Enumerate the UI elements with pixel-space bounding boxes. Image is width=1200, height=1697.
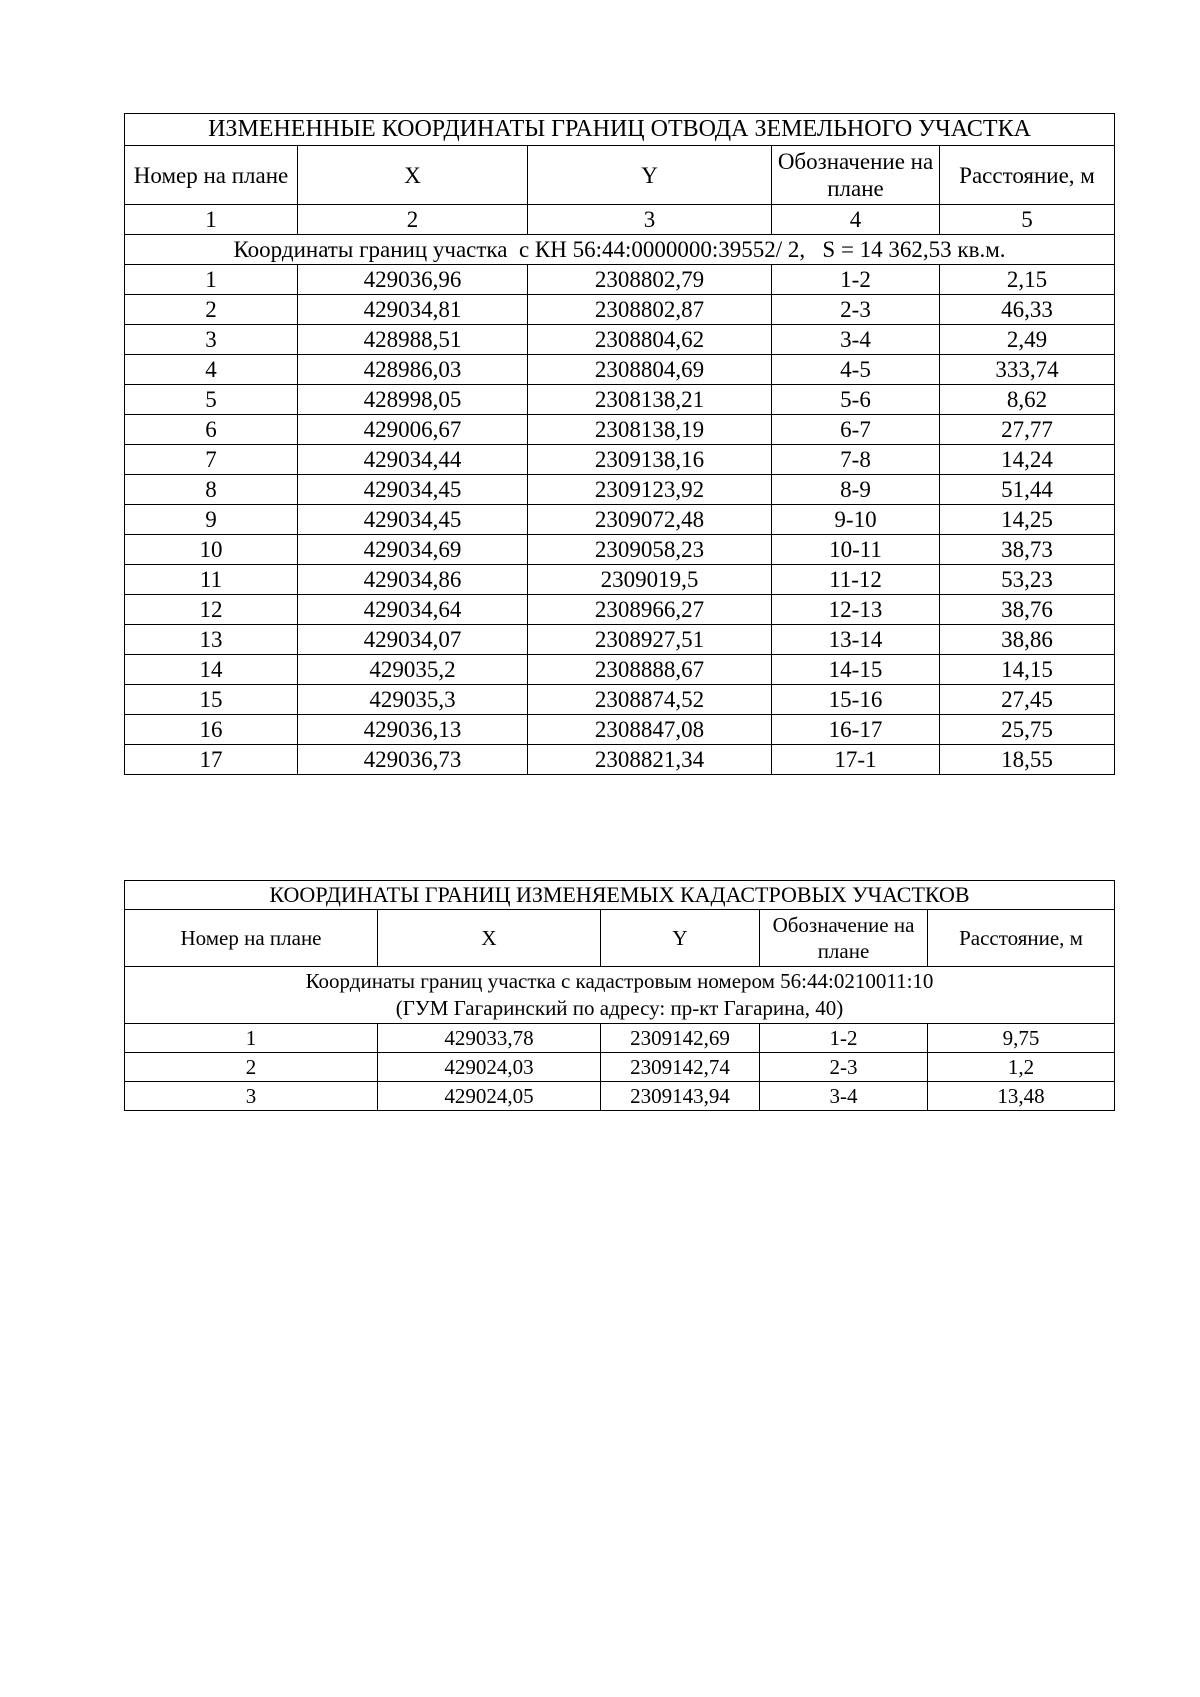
segment: 2-3 — [760, 1053, 928, 1082]
point-number: 7 — [125, 445, 298, 475]
x-coordinate: 428986,03 — [298, 355, 528, 385]
distance: 333,74 — [940, 355, 1115, 385]
x-coordinate: 429036,13 — [298, 715, 528, 745]
x-coordinate: 429036,96 — [298, 265, 528, 295]
y-coordinate: 2309138,16 — [528, 445, 772, 475]
point-number: 3 — [125, 1082, 378, 1111]
table-row — [125, 655, 1115, 685]
header-y: Y — [601, 910, 760, 967]
table-row — [125, 1053, 1115, 1082]
point-number: 2 — [125, 1053, 378, 1082]
distance: 51,44 — [940, 475, 1115, 505]
distance: 14,25 — [940, 505, 1115, 535]
point-number: 15 — [125, 685, 298, 715]
segment: 1-2 — [772, 265, 940, 295]
x-coordinate: 429024,03 — [378, 1053, 601, 1082]
x-coordinate: 429034,07 — [298, 625, 528, 655]
table-row — [125, 715, 1115, 745]
segment: 2-3 — [772, 295, 940, 325]
y-coordinate: 2309019,5 — [528, 565, 772, 595]
point-number: 8 — [125, 475, 298, 505]
table-row — [125, 445, 1115, 475]
point-number: 12 — [125, 595, 298, 625]
distance: 46,33 — [940, 295, 1115, 325]
header-distance: Расстояние, м — [940, 146, 1115, 205]
y-coordinate: 2308966,27 — [528, 595, 772, 625]
x-coordinate: 429034,44 — [298, 445, 528, 475]
distance: 27,45 — [940, 685, 1115, 715]
segment: 6-7 — [772, 415, 940, 445]
distance: 2,15 — [940, 265, 1115, 295]
table-row — [125, 295, 1115, 325]
x-coordinate: 429036,73 — [298, 745, 528, 775]
x-coordinate: 429034,81 — [298, 295, 528, 325]
segment: 3-4 — [772, 325, 940, 355]
segment: 13-14 — [772, 625, 940, 655]
distance: 38,73 — [940, 535, 1115, 565]
table-row — [125, 565, 1115, 595]
y-coordinate: 2308804,69 — [528, 355, 772, 385]
y-coordinate: 2309123,92 — [528, 475, 772, 505]
y-coordinate: 2308874,52 — [528, 685, 772, 715]
x-coordinate: 429035,3 — [298, 685, 528, 715]
y-coordinate: 2308138,21 — [528, 385, 772, 415]
y-coordinate: 2309072,48 — [528, 505, 772, 535]
point-number: 2 — [125, 295, 298, 325]
x-coordinate: 429034,45 — [298, 505, 528, 535]
point-number: 6 — [125, 415, 298, 445]
segment: 15-16 — [772, 685, 940, 715]
point-number: 1 — [125, 1024, 378, 1053]
distance: 13,48 — [928, 1082, 1115, 1111]
x-coordinate: 429033,78 — [378, 1024, 601, 1053]
point-number: 13 — [125, 625, 298, 655]
table-row — [125, 595, 1115, 625]
point-number: 5 — [125, 385, 298, 415]
point-number: 17 — [125, 745, 298, 775]
distance: 25,75 — [940, 715, 1115, 745]
segment: 5-6 — [772, 385, 940, 415]
point-number: 16 — [125, 715, 298, 745]
col-number-4: 4 — [772, 205, 940, 235]
point-number: 11 — [125, 565, 298, 595]
table-row — [125, 625, 1115, 655]
x-coordinate: 429034,45 — [298, 475, 528, 505]
y-coordinate: 2308888,67 — [528, 655, 772, 685]
distance: 18,55 — [940, 745, 1115, 775]
distance: 2,49 — [940, 325, 1115, 355]
x-coordinate: 429006,67 — [298, 415, 528, 445]
table-row — [125, 505, 1115, 535]
col-number-5: 5 — [940, 205, 1115, 235]
y-coordinate: 2308821,34 — [528, 745, 772, 775]
header-designation: Обозначение на плане — [760, 910, 928, 967]
y-coordinate: 2308927,51 — [528, 625, 772, 655]
distance: 27,77 — [940, 415, 1115, 445]
segment: 4-5 — [772, 355, 940, 385]
segment: 12-13 — [772, 595, 940, 625]
x-coordinate: 429034,86 — [298, 565, 528, 595]
table2-subtitle — [125, 967, 1115, 1024]
x-coordinate: 428998,05 — [298, 385, 528, 415]
y-coordinate: 2308847,08 — [528, 715, 772, 745]
point-number: 10 — [125, 535, 298, 565]
distance: 38,76 — [940, 595, 1115, 625]
table-row — [125, 475, 1115, 505]
distance: 8,62 — [940, 385, 1115, 415]
segment: 3-4 — [760, 1082, 928, 1111]
col-number-1: 1 — [125, 205, 298, 235]
header-distance: Расстояние, м — [928, 910, 1115, 967]
point-number: 14 — [125, 655, 298, 685]
col-number-2: 2 — [298, 205, 528, 235]
distance: 14,24 — [940, 445, 1115, 475]
x-coordinate: 429034,64 — [298, 595, 528, 625]
col-number-3: 3 — [528, 205, 772, 235]
header-x: X — [298, 146, 528, 205]
table1-subtitle: Координаты границ участка с КН 56:44:0000000:39552/ 2, S = 14 362,53 кв.м. — [125, 235, 1115, 265]
table-row — [125, 415, 1115, 445]
table2-title: КООРДИНАТЫ ГРАНИЦ ИЗМЕНЯЕМЫХ КАДАСТРОВЫХ УЧАСТКОВ — [125, 881, 1115, 910]
point-number: 1 — [125, 265, 298, 295]
distance: 53,23 — [940, 565, 1115, 595]
segment: 10-11 — [772, 535, 940, 565]
y-coordinate: 2309058,23 — [528, 535, 772, 565]
table-row — [125, 385, 1115, 415]
header-designation: Обозначение на плане — [772, 146, 940, 205]
x-coordinate: 429034,69 — [298, 535, 528, 565]
changed-coordinates-table — [124, 113, 1115, 775]
segment: 1-2 — [760, 1024, 928, 1053]
point-number: 9 — [125, 505, 298, 535]
cadastral-coordinates-table — [124, 880, 1115, 1111]
table-row — [125, 355, 1115, 385]
distance: 14,15 — [940, 655, 1115, 685]
segment: 14-15 — [772, 655, 940, 685]
y-coordinate: 2308802,87 — [528, 295, 772, 325]
distance: 38,86 — [940, 625, 1115, 655]
y-coordinate: 2308138,19 — [528, 415, 772, 445]
table1-title: ИЗМЕНЕННЫЕ КООРДИНАТЫ ГРАНИЦ ОТВОДА ЗЕМЕЛЬНОГО УЧАСТКА — [125, 114, 1115, 146]
table-row — [125, 745, 1115, 775]
x-coordinate: 429035,2 — [298, 655, 528, 685]
segment: 17-1 — [772, 745, 940, 775]
header-y: Y — [528, 146, 772, 205]
segment: 16-17 — [772, 715, 940, 745]
segment: 8-9 — [772, 475, 940, 505]
table-row — [125, 535, 1115, 565]
point-number: 3 — [125, 325, 298, 355]
table-row — [125, 325, 1115, 355]
header-number: Номер на плане — [125, 146, 298, 205]
point-number: 4 — [125, 355, 298, 385]
y-coordinate: 2309142,74 — [601, 1053, 760, 1082]
x-coordinate: 428988,51 — [298, 325, 528, 355]
distance: 9,75 — [928, 1024, 1115, 1053]
segment: 7-8 — [772, 445, 940, 475]
header-x: X — [378, 910, 601, 967]
y-coordinate: 2308802,79 — [528, 265, 772, 295]
x-coordinate: 429024,05 — [378, 1082, 601, 1111]
y-coordinate: 2309143,94 — [601, 1082, 760, 1111]
table-row — [125, 1024, 1115, 1053]
table-row — [125, 265, 1115, 295]
table2-subtitle-line2: (ГУМ Гагаринский по адресу: пр-кт Гагарина, 40) — [395, 996, 844, 1020]
y-coordinate: 2308804,62 — [528, 325, 772, 355]
segment: 9-10 — [772, 505, 940, 535]
y-coordinate: 2309142,69 — [601, 1024, 760, 1053]
header-number: Номер на плане — [125, 910, 378, 967]
table2-subtitle-line1: Координаты границ участка с кадастровым номером 56:44:0210011:10 — [305, 969, 934, 993]
distance: 1,2 — [928, 1053, 1115, 1082]
segment: 11-12 — [772, 565, 940, 595]
table-row — [125, 685, 1115, 715]
table-row — [125, 1082, 1115, 1111]
